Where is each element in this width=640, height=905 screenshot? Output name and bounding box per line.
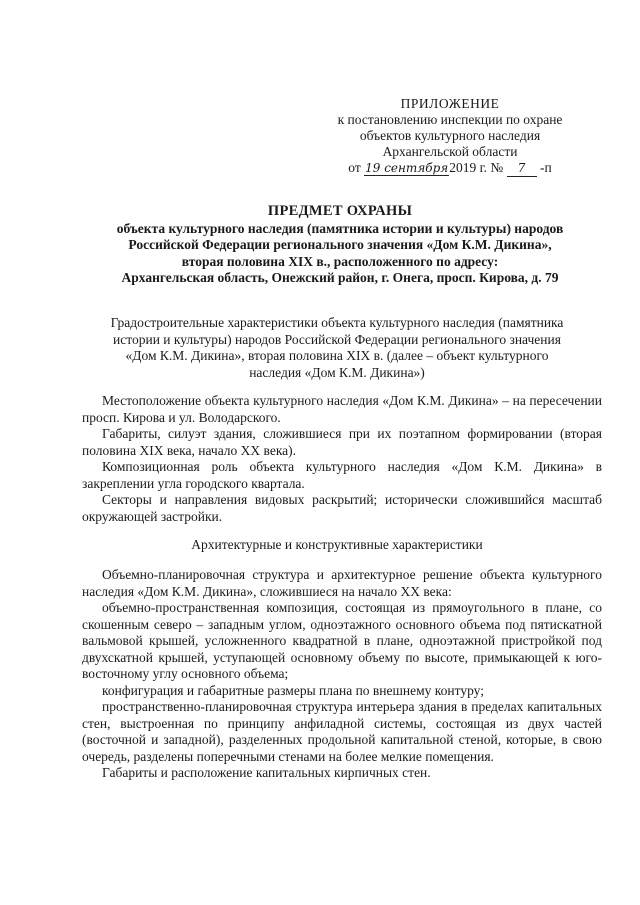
appendix-dateline <box>300 160 600 177</box>
section-2-body <box>82 567 602 782</box>
date-year: 2019 г. № <box>449 160 504 175</box>
appendix-header <box>300 96 600 177</box>
section-2-paragraph: конфигурация и габаритные размеры плана по внешнему контуру; <box>102 682 485 698</box>
appendix-line-1: к постановлению инспекции по охране <box>337 112 563 127</box>
title-line-3: вторая половина XIX в., расположенного по адресу: <box>181 253 499 269</box>
title-main: ПРЕДМЕТ ОХРАНЫ <box>267 203 413 219</box>
section-1-heading <box>72 315 602 381</box>
section-1-heading-line: наследия «Дом К.М. Дикина») <box>249 364 425 380</box>
section-1-paragraph: Местоположение объекта культурного наследия «Дом К.М. Дикина» – на пересечении просп. Кирова и ул. Володарского. <box>82 393 602 425</box>
section-1-heading-line: Градостроительные характеристики объекта культурного наследия (памятника <box>110 315 564 330</box>
section-1-heading-line: истории и культуры) народов Российской Федерации регионального значения <box>113 331 561 347</box>
appendix-line-2: объектов культурного наследия <box>359 128 541 143</box>
section-1-heading-line: «Дом К.М. Дикина», вторая половина XIX в. (далее – объект культурного <box>125 348 549 363</box>
appendix-heading: ПРИЛОЖЕНИЕ <box>400 96 500 111</box>
number-suffix: -п <box>540 160 552 175</box>
handwritten-date: 19 сентября <box>365 161 449 175</box>
title-line-4: Архангельская область, Онежский район, г. Онега, просп. Кирова, д. 79 <box>121 270 559 285</box>
appendix-line-3: Архангельской области <box>382 144 518 159</box>
section-1-body <box>82 393 602 525</box>
section-2-paragraph: объемно-пространственная композиция, состоящая из прямоугольного в плане, со скошенным северо – западным углом, одноэтажного основного объема под пятискатной вальмовой крышей, усложненного квадратной в плане, одноэтажной пристройкой под двухскатной крышей, уступающей основному объему по высоте, примыкающей к юго-восточному углу основного объема; <box>82 600 602 681</box>
title-line-2: Российской Федерации регионального значения «Дом К.М. Дикина», <box>128 237 552 252</box>
handwritten-number: 7 <box>507 160 537 177</box>
section-1-paragraph: Габариты, силуэт здания, сложившиеся при их поэтапном формировании (вторая половина XIX века, начало XX века). <box>82 426 602 458</box>
document-title <box>70 203 610 287</box>
section-1-paragraph: Композиционная роль объекта культурного наследия «Дом К.М. Дикина» в закреплении угла городского квартала. <box>82 459 602 491</box>
section-2-paragraph: Объемно-планировочная структура и архитектурное решение объекта культурного наследия «Дом К.М. Дикина», сложившиеся на начало XX века: <box>82 567 602 599</box>
section-2-paragraph: Габариты и расположение капитальных кирпичных стен. <box>102 765 431 780</box>
section-1-paragraph: Секторы и направления видовых раскрытий; исторически сложившийся масштаб окружающей застройки. <box>82 492 602 524</box>
date-prefix: от <box>348 160 361 175</box>
section-2-heading: Архитектурные и конструктивные характеристики <box>191 537 483 552</box>
section-2-paragraph: пространственно-планировочная структура интерьера здания в пределах капитальных стен, выстроенная по принципу анфиладной системы, состоящая из двух частей (восточной и западной), разделенных продольной капитальной стеной, которые, в свою очередь, разделены поперечными стенами на более мелкие помещения. <box>82 699 602 764</box>
title-line-1: объекта культурного наследия (памятника истории и культуры) народов <box>116 220 564 236</box>
